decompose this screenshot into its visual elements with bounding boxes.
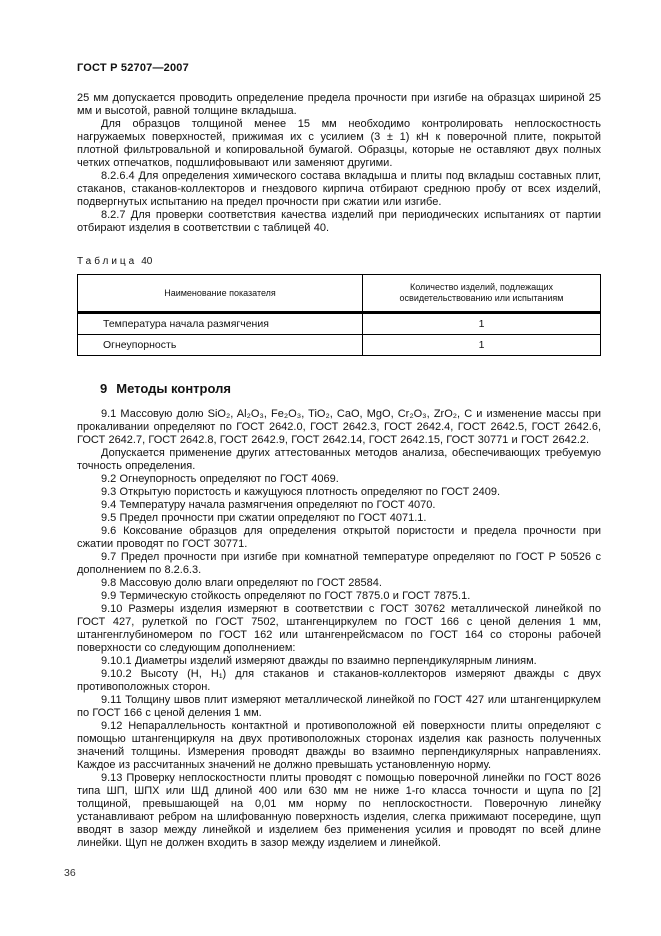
clause-9-5: 9.5 Предел прочности при сжатии определяют по ГОСТ 4071.1. [101,512,427,524]
table-cell-quantity: 1 [363,335,601,356]
clause-9-10-2: 9.10.2 Высоту (H, H₁) для стаканов и стаканов-коллекторов измеряют дважды с двух противоположных сторон. [77,668,601,693]
table-caption-label: Таблица [77,256,138,267]
column-header-indicator-name: Наименование показателя [78,275,363,313]
table-header-row [78,275,601,313]
table-cell-quantity: 1 [363,313,601,335]
clause-9-12: 9.12 Непараллельность контактной и противоположной ей поверхности плиты определяют с помощью штангенциркуля на двух противоположных сторонах изделия как разность полученных значений толщины. Измерения проводят дважды во взаимно перпендикулярных направлениях. Каждое из рассчитанных значений не должно превышать установленную норму. [77,720,601,771]
clause-9-8: 9.8 Массовую долю влаги определяют по ГОСТ 28584. [101,577,382,589]
clause-9-10: 9.10 Размеры изделия измеряют в соответствии с ГОСТ 30762 металлической линейкой по ГОСТ 427, рулеткой по ГОСТ 7502, штангенциркулем по ГОСТ 166 с ценой деления 1 мм, штангенглубиномером по ГОСТ 162 или штангенрейсмасом по ГОСТ 164 со стороны рабочей поверхности со следующим дополнением: [77,603,601,654]
page-number: 36 [64,867,76,879]
clause-8-2-7: 8.2.7 Для проверки соответствия качества изделий при периодических испытаниях от партии отбирают изделия в соответствии с таблицей 40. [77,209,601,234]
paragraph-continuation: 25 мм допускается проводить определение предела прочности при изгибе на образцах шириной 25 мм и высотой, равной толщине вкладыша. [77,92,601,117]
clause-9-11: 9.11 Толщину швов плит измеряют металлической линейкой по ГОСТ 427 или штангенциркулем по ГОСТ 166 с ценой деления 1 мм. [77,694,601,719]
table-caption-number: 40 [141,256,153,267]
section-number: 9 [100,381,108,396]
table-cell-indicator: Огнеупорность [78,335,363,356]
table-40 [77,274,601,356]
clause-9-9: 9.9 Термическую стойкость определяют по ГОСТ 7875.0 и ГОСТ 7875.1. [101,590,471,602]
document-id-header: ГОСТ Р 52707—2007 [77,62,189,74]
table-row [78,335,601,356]
clause-9-4: 9.4 Температуру начала размягчения определяют по ГОСТ 4070. [101,499,436,511]
column-header-quantity: Количество изделий, подлежащих освидетельствованию или испытаниям [363,275,601,313]
paragraph: Для образцов толщиной менее 15 мм необходимо контролировать неплоскостность нагружаемых поверхностей, прижимая их с усилием (3 ± 1) кН к поверочной плите, покрытой плотной фильтровальной и копировальной бумагой. Образцы, которые не оставляют двух полных четких отпечатков, подшлифовывают или заменяют другими. [77,118,601,169]
section-heading [77,381,601,396]
clause-9-10-1: 9.10.1 Диаметры изделий измеряют дважды по взаимно перпендикулярным линиям. [101,655,537,667]
table-row [78,313,601,335]
clause-9-2: 9.2 Огнеупорность определяют по ГОСТ 4069. [101,473,339,485]
table-caption [77,256,601,267]
clause-9-6: 9.6 Коксование образцов для определения открытой пористости и предела прочности при сжатии проводят по ГОСТ 30771. [77,525,601,550]
paragraph: Допускается применение других аттестованных методов анализа, обеспечивающих требуемую точность определения. [77,447,601,472]
clause-9-7: 9.7 Предел прочности при изгибе при комнатной температуре определяют по ГОСТ Р 50526 с дополнением по 8.2.6.3. [77,551,601,576]
clause-8-2-6-4: 8.2.6.4 Для определения химического состава вкладыша и плиты под вкладыш составных плит, стаканов, стаканов-коллекторов и гнездового кирпича отбирают среднюю пробу от всех изделий, подвергнутых испытанию на предел прочности при сжатии или изгибе. [77,170,601,208]
clause-9-3: 9.3 Открытую пористость и кажущуюся плотность определяют по ГОСТ 2409. [101,486,501,498]
table-cell-indicator: Температура начала размягчения [78,313,363,335]
clause-9-1: 9.1 Массовую долю SiO₂, Al₂O₃, Fe₂O₃, TiO₂, CaO, MgO, Cr₂O₃, ZrO₂, C и изменение массы при прокаливании определяют по ГОСТ 2642.0, ГОСТ 2642.3, ГОСТ 2642.4, ГОСТ 2642.5, ГОСТ 2642.6, ГОСТ 2642.7, ГОСТ 2642.8, ГОСТ 2642.9, ГОСТ 2642.14, ГОСТ 2642.15, ГОСТ 30771 и ГОСТ 2642.2. [77,408,601,446]
section-title: Методы контроля [116,381,231,396]
clause-9-13: 9.13 Проверку неплоскостности плиты проводят с помощью поверочной линейки по ГОСТ 8026 типа ШП, ШПХ или ШД длиной 400 или 630 мм не ниже 1-го класса точности и щупа по [2] толщиной, превышающей на 0,01 мм норму по неплоскостности. Поверочную линейку устанавливают ребром на шлифованную поверхность изделия, слегка прижимают посередине, щуп вводят в зазор между линейкой и изделием без применения усилия и проводят по всей длине линейки. Щуп не должен входить в зазор между изделием и линейкой. [77,772,601,849]
